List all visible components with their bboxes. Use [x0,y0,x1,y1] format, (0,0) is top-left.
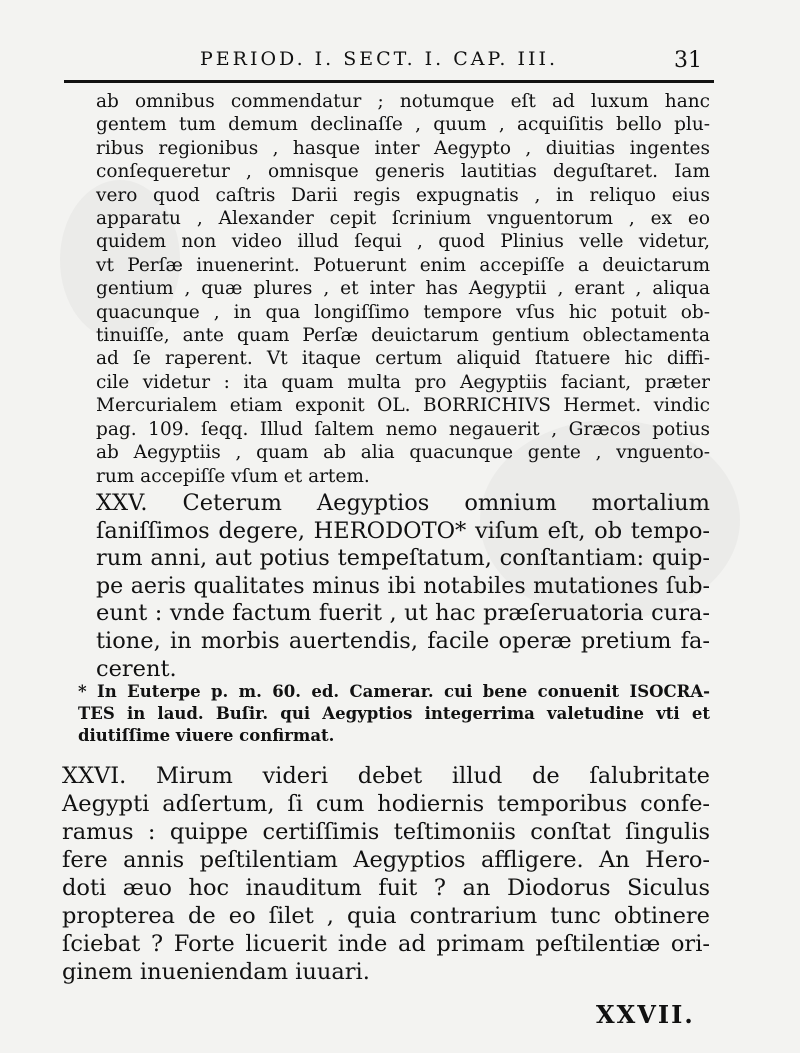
paragraph-continuation [96,90,710,488]
text-line: ad ſe raperent. Vt itaque certum aliquid ſtatuere hic diffi- [96,348,710,370]
page-header [60,44,720,80]
text-line: vero quod caſtris Darii regis expugnatis , in reliquo eius [96,184,710,206]
text-line: apparatu , Alexander cepit ſcrinium vnguentorum , ex eo [96,208,710,230]
running-head: PERIOD. I. SECT. I. CAP. III. [200,48,559,70]
text-line: tinuiſſe, ante quam Perſæ deuictarum gentium oblectamenta [96,325,710,347]
footnote-line: * In Euterpe p. m. 60. ed. Camerar. cui bene conuenit ISOCRA- [78,682,710,701]
text-line: ab omnibus commendatur ; notumque eſt ad luxum hanc [96,91,710,112]
text-line: quacunque , in qua longiſſimo tempore vſus hic potuit ob- [96,301,710,323]
header-rule [64,80,714,83]
text-line: XXVI. Mirum videri debet illud de ſalubritate [62,763,710,789]
text-line: pag. 109. ſeqq. Illud ſaltem nemo negauerit , Græcos potius [96,418,710,440]
footnote [78,681,710,747]
text-line: ſaniſſimos degere, HERODOTO* viſum eſt, ob tempo- [96,517,710,544]
paragraph-xxvi [62,762,710,986]
text-line: quidem non video illud ſequi , quod Plinius velle videtur, [96,231,710,253]
text-line: Aegypti adſertum, ſi cum hodiernis temporibus confe- [62,791,710,817]
text-line: gentem tum demum declinaſſe , quum , acquiſitis bello plu- [96,114,710,136]
text-line: propterea de eo ſilet , quia contrarium tunc obtinere [62,903,710,929]
text-line: tione, in morbis auertendis, facile operæ pretium fa- [96,627,710,654]
text-line: pe aeris qualitates minus ibi notabiles mutationes ſub- [96,572,710,599]
paragraph-xxv [96,490,710,683]
text-line: ſciebat ? Forte licuerit inde ad primam peſtilentiæ ori- [62,931,710,957]
text-line: ribus regionibus , hasque inter Aegypto , diuitias ingentes [96,137,710,159]
text-line: gentium , quæ plures , et inter has Aegyptii , erant , aliqua [96,278,710,300]
text-line: ab Aegyptiis , quam ab alia quacunque gente , vnguento- [96,442,710,464]
text-line: vt Perſæ inuenerint. Potuerunt enim accepiſſe a deuictarum [96,254,710,276]
text-line: ginem inueniendam iuuari. [62,959,370,985]
text-line: doti æuo hoc inauditum fuit ? an Diodorus Siculus [62,875,710,901]
text-line: cile videtur : ita quam multa pro Aegyptiis faciant, præter [96,371,710,393]
text-line: conſequeretur , omnisque generis lautitias deguſtaret. Iam [96,161,710,183]
text-line: XXV. Ceterum Aegyptios omnium mortalium [96,490,710,516]
footnote-line: diutiſſime viuere confirmat. [78,726,335,745]
page-number: 31 [674,48,702,73]
catchword: XXVII. [596,1000,695,1029]
text-line: eunt : vnde factum fuerit , ut hac præſeruatoria cura- [96,600,710,627]
text-line: rum anni, aut potius tempeſtatum, conſtantiam: quip- [96,545,710,572]
text-line: Mercurialem etiam exponit OL. BORRICHIVS Hermet. vindic [96,395,710,417]
text-line: ramus : quippe certiſſimis teſtimoniis conſtat ſingulis [62,819,710,845]
text-line: cerent. [96,655,177,682]
footnote-line: TES in laud. Buſir. qui Aegyptios integerrima valetudine vti et [78,704,710,723]
text-line: rum accepiſſe vſum et artem. [96,465,370,487]
text-line: fere annis peſtilentiam Aegyptios affligere. An Hero- [62,847,710,873]
